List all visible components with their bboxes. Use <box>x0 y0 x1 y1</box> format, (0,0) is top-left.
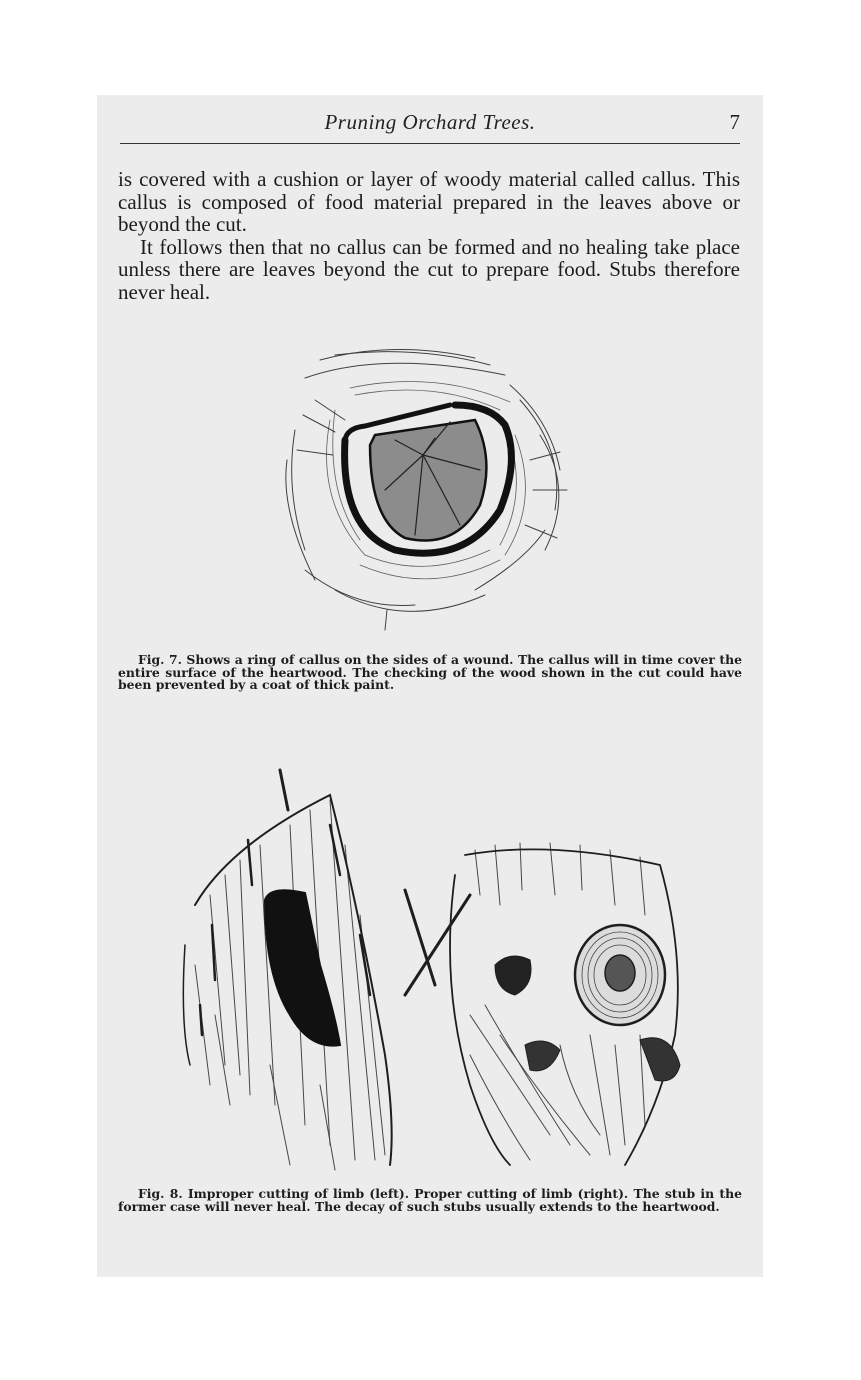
figure-7-callus-illustration <box>275 340 580 640</box>
figure-8-proper-cut-illustration <box>400 835 690 1170</box>
figure-7-caption: Fig. 7. Shows a ring of callus on the sides of a wound. The callus will in time cover the entire surface of the heartwood. The checking of the wood shown in the cut could have been prevented by a coat of thick paint. <box>118 652 742 692</box>
page-header <box>120 108 740 138</box>
figure-8-improper-cut-illustration <box>170 765 405 1175</box>
paragraph: It follows then that no callus can be formed and no healing take place unless there are leaves beyond the cut to prepare food. Stubs therefore never heal. <box>118 234 740 304</box>
body-text <box>118 168 740 303</box>
running-title: Pruning Orchard Trees. <box>324 110 536 134</box>
page-number: 7 <box>729 110 740 134</box>
header-rule <box>120 143 740 144</box>
figure-8-caption: Fig. 8. Improper cutting of limb (left). Proper cutting of limb (right). The stub in the former case will never heal. The decay of such stubs usually extends to the heartwood. <box>118 1186 742 1214</box>
paragraph: is covered with a cushion or layer of woody material called callus. This callus is composed of food material prepared in the leaves above or beyond the cut. <box>118 167 740 236</box>
